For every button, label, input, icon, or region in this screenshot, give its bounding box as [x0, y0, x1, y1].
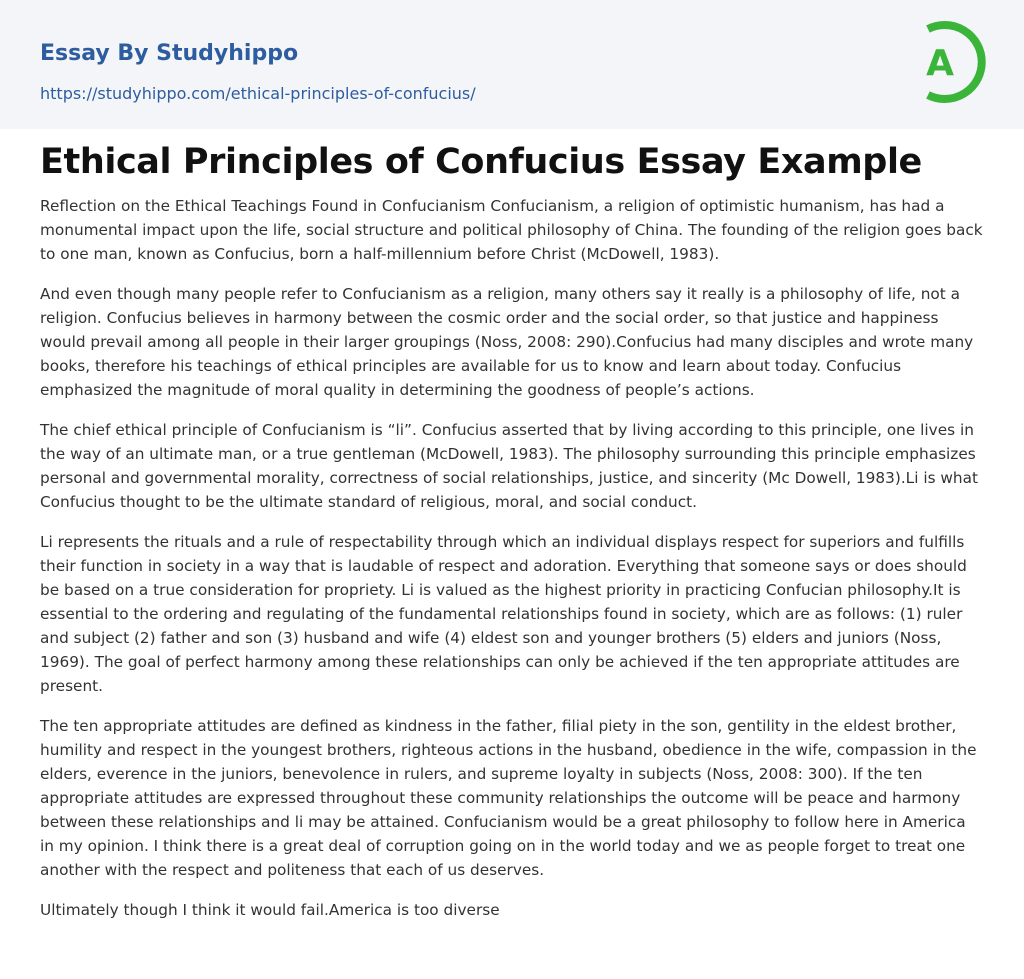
essay-paragraph-2: And even though many people refer to Confucianism as a religion, many others say it really is a philosophy of life, not a religion. Confucius believes in harmony between the cosmic order and the social order, so that justice and happiness would prevail among all people in their larger groupings (Noss, 2008: 290).Confucius had many disciples and wrote many books, therefore his teachings of ethical principles are available for us to know and learn about today. Confucius emphasized the magnitude of moral quality in determining the goodness of people’s actions. — [40, 285, 974, 399]
essay-url-link[interactable]: https://studyhippo.com/ethical-principles-of-confucius/ — [40, 84, 476, 103]
logo-letter: A — [926, 43, 954, 84]
essay-title: Ethical Principles of Confucius Essay Example — [40, 142, 922, 182]
essay-paragraph-3: The chief ethical principle of Confucianism is “li”. Confucius asserted that by living according to this principle, one lives in the way of an ultimate man, or a true gentleman (McDowell, 1983). The philosophy surrounding this principle emphasizes personal and governmental morality, correctness of social relationships, justice, and sincerity (Mc Dowell, 1983).Li is what Confucius thought to be the ultimate standard of religious, moral, and social conduct. — [40, 421, 978, 511]
essay-paragraph-5: The ten appropriate attitudes are defined as kindness in the father, filial piety in the son, gentility in the eldest brother, humility and respect in the youngest brothers, righteous actions in the husband, obedience in the wife, compassion in the elders, everence in the juniors, benevolence in rulers, and supreme loyalty in subjects (Noss, 2008: 300). If the ten appropriate attitudes are expressed throughout these community relationships the outcome will be peace and harmony between these relationships and li may be attained. Confucianism would be a great philosophy to follow here in America in my opinion. I think there is a great deal of corruption going on in the world today and we as people forget to treat one another with the respect and politeness that each of us deserves. — [40, 717, 977, 879]
essay-paragraph-4: Li represents the rituals and a rule of respectability through which an individual displays respect for superiors and fulfills their function in society in a way that is laudable of respect and adoration. Everything that someone says or does should be based on a true consideration for propriety. Li is valued as the highest priority in practicing Confucian philosophy.It is essential to the ordering and regulating of the fundamental relationships found in society, which are as follows: (1) ruler and subject (2) father and son (3) husband and wife (4) eldest son and younger brothers (5) elders and juniors (Noss, 1969). The goal of perfect harmony among these relationships can only be achieved if the ten appropriate attitudes are present. — [40, 533, 967, 695]
site-brand[interactable]: Essay By Studyhippo — [40, 41, 299, 66]
circle-a-logo-icon[interactable] — [912, 19, 988, 105]
essay-body — [40, 194, 984, 938]
site-header — [0, 0, 1024, 129]
essay-paragraph-1: Reflection on the Ethical Teachings Found in Confucianism Confucianism, a religion of optimistic humanism, has had a monumental impact upon the life, social structure and political philosophy of China. The founding of the religion goes back to one man, known as Confucius, born a half-millennium before Christ (McDowell, 1983). — [40, 197, 983, 263]
essay-paragraph-6: Ultimately though I think it would fail.America is too diverse — [40, 901, 500, 919]
